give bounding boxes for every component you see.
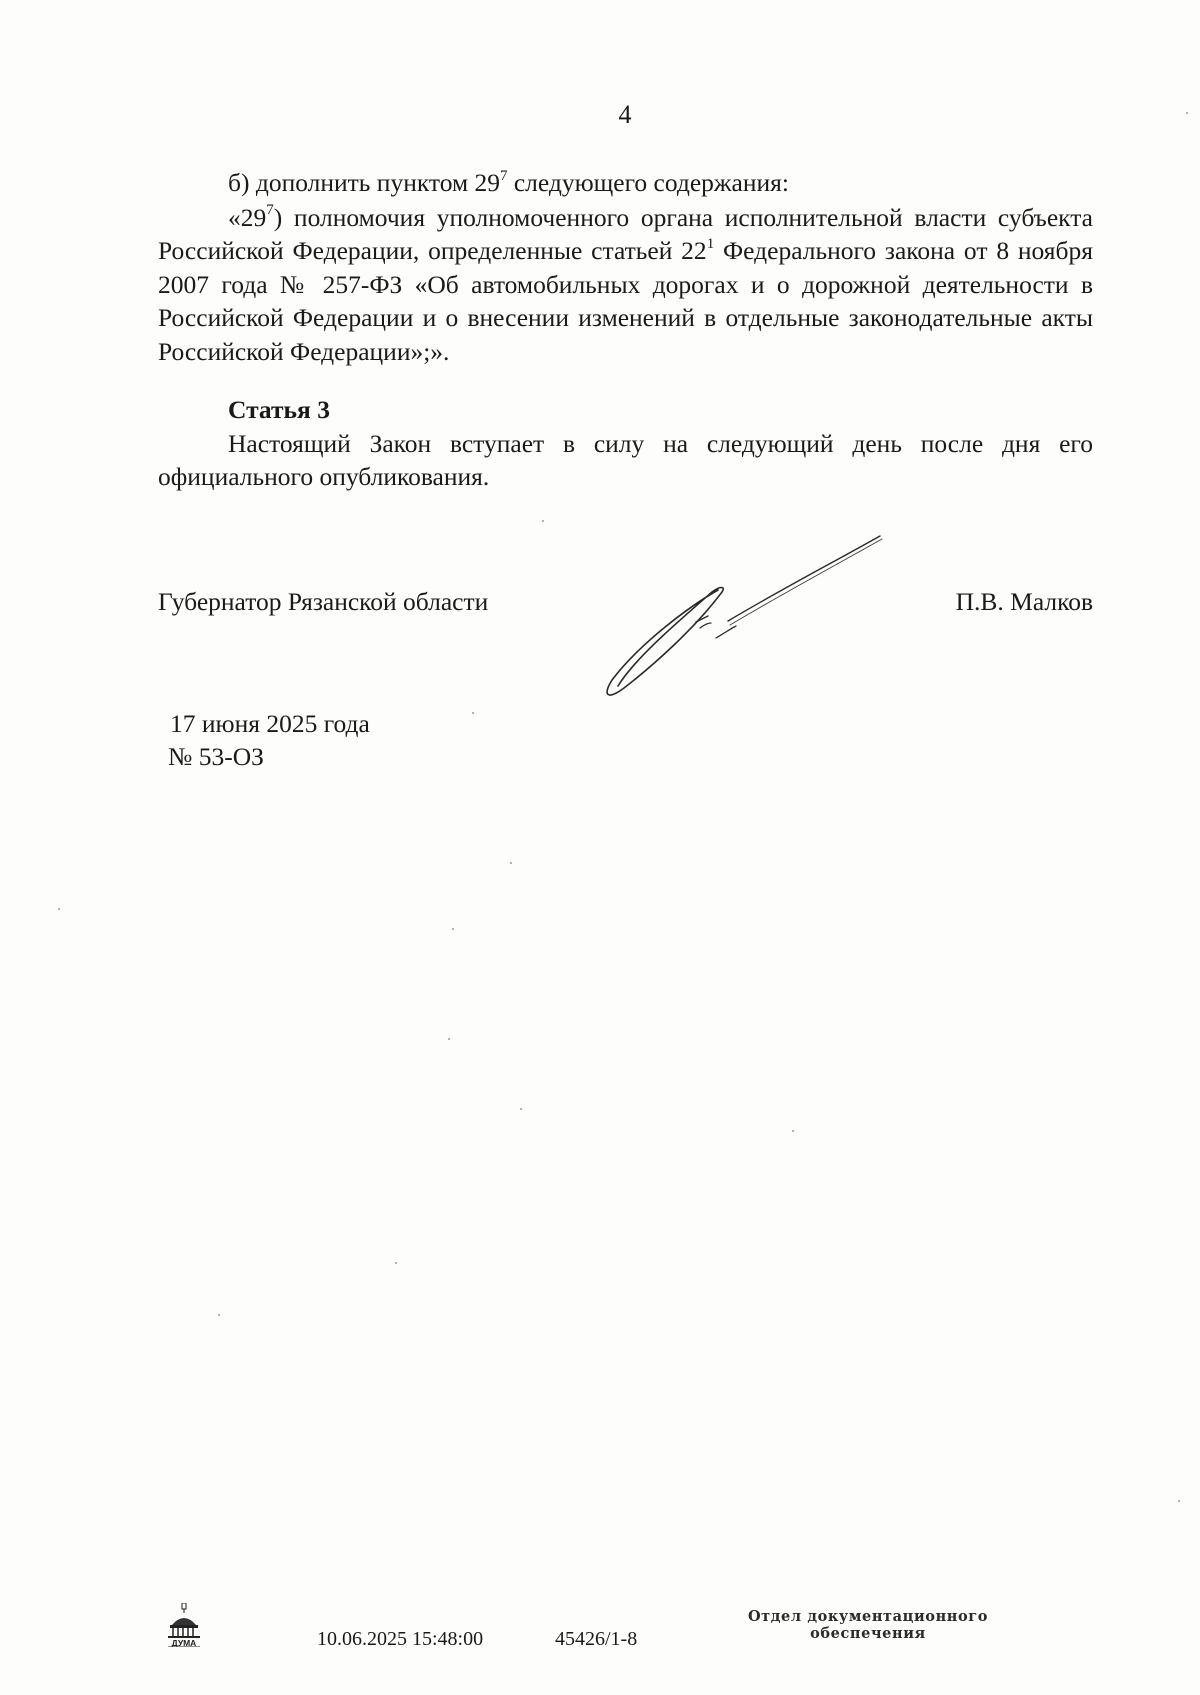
scan-speck xyxy=(395,1262,397,1264)
scan-speck xyxy=(472,712,474,714)
article-3-section xyxy=(158,393,1093,494)
article-3-heading: Статья 3 xyxy=(228,395,330,424)
scan-speck xyxy=(452,928,454,930)
footer-timestamp: 10.06.2025 15:48:00 xyxy=(317,1628,484,1650)
scan-speck xyxy=(1186,112,1188,114)
footer-registration-code: 45426/1-8 xyxy=(555,1628,638,1650)
document-footer xyxy=(0,1600,1200,1680)
scan-speck xyxy=(792,1130,794,1132)
scan-speck xyxy=(448,1038,450,1040)
scan-speck xyxy=(542,520,544,522)
handwritten-signature xyxy=(600,528,890,703)
amendment-section xyxy=(158,166,1093,368)
amendment-intro: б) дополнить пунктом $29^7$ следующего содержания: xyxy=(228,167,789,197)
law-date: 17 июня 2025 года xyxy=(170,709,370,738)
duma-logo-icon xyxy=(164,1603,204,1647)
article-3-text: Настоящий Закон вступает в силу на следующий день после дня его официального опубликования. xyxy=(158,428,1093,491)
scan-speck xyxy=(520,1108,522,1110)
law-date-block xyxy=(170,707,370,773)
amendment-text: «$29^7$) полномочия уполномоченного органа исполнительной власти субъекта Российской Федерации, определенные статьей $22^1$ Федерального закона от 8 ноября 2007 года № 257-ФЗ «Об автомобильных дорогах и о дорожной деятельности в Российской Федерации и о внесении изменений в отдельные законодательные акты Российской Федерации»;». xyxy=(158,202,1093,366)
signer-position: Губернатор Рязанской области xyxy=(158,587,489,616)
signer-name: П.В. Малков xyxy=(955,587,1093,616)
footer-department-stamp: Отдел документационного обеспечения xyxy=(747,1608,989,1642)
scan-speck xyxy=(1178,1500,1180,1502)
page-number: 4 xyxy=(618,100,632,129)
law-number: № 53-ОЗ xyxy=(168,742,264,771)
scan-speck xyxy=(510,862,512,864)
scan-speck xyxy=(58,908,60,910)
scan-speck xyxy=(218,1314,220,1316)
svg-text:ДУМА: ДУМА xyxy=(171,1638,197,1647)
